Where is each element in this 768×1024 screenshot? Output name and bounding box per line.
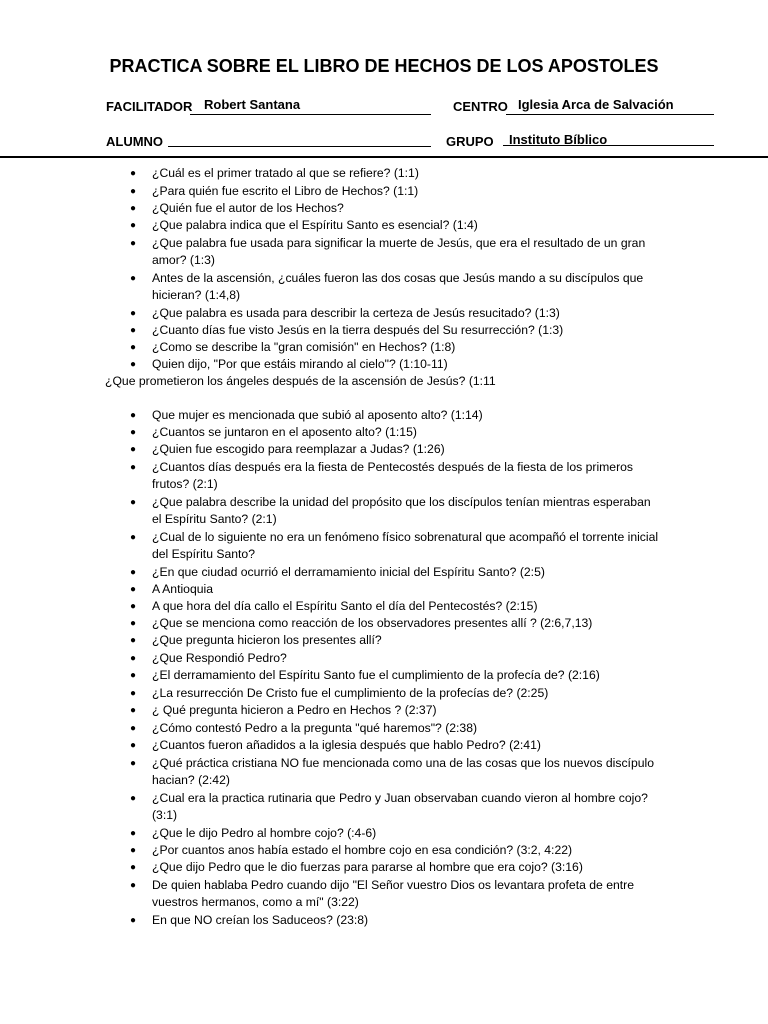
bullet-icon: ● bbox=[130, 601, 137, 612]
bullet-icon: ● bbox=[130, 740, 137, 751]
question-text: ¿Cual de lo siguiente no era un fenómeno físico sobrenatural que acompañó el torrente inicial del Espíritu Santo? bbox=[152, 530, 659, 562]
question-item bbox=[130, 667, 662, 684]
question-item bbox=[130, 650, 662, 667]
question-item bbox=[130, 441, 662, 458]
question-item bbox=[130, 200, 662, 217]
question-text: ¿La resurrección De Cristo fue el cumplimiento de la profecías de? (2:25) bbox=[152, 686, 549, 700]
question-item bbox=[130, 407, 662, 424]
bullet-icon: ● bbox=[130, 635, 137, 646]
question-item bbox=[130, 424, 662, 441]
question-text: ¿Cuantos días después era la fiesta de Pentecostés después de la fiesta de los primeros frutos? (2:1) bbox=[152, 460, 634, 492]
question-text: ¿Que se menciona como reacción de los observadores presentes allí ? (2:6,7,13) bbox=[152, 616, 593, 630]
question-text: ¿Que pregunta hicieron los presentes allí? bbox=[152, 633, 382, 647]
question-text: ¿Que dijo Pedro que le dio fuerzas para pararse al hombre que era cojo? (3:16) bbox=[152, 860, 583, 874]
question-item bbox=[130, 912, 662, 929]
question-item bbox=[130, 842, 662, 859]
question-item bbox=[130, 235, 662, 270]
bullet-icon: ● bbox=[130, 462, 137, 473]
bullet-icon: ● bbox=[130, 705, 137, 716]
question-item bbox=[130, 825, 662, 842]
question-text: ¿Que palabra describe la unidad del propósito que los discípulos tenían mientras esperaban el Espíritu Santo? (2:1) bbox=[152, 495, 651, 527]
question-text: ¿Quién fue el autor de los Hechos? bbox=[152, 201, 344, 215]
question-item bbox=[130, 322, 662, 339]
centro-label: CENTRO bbox=[453, 99, 508, 114]
question-text: A Antioquia bbox=[152, 582, 213, 596]
question-item bbox=[130, 755, 662, 790]
question-item bbox=[130, 877, 662, 912]
question-text: Antes de la ascensión, ¿cuáles fueron las dos cosas que Jesús mando a su discípulos que hicieran? (1:4,8) bbox=[152, 271, 644, 303]
bullet-icon: ● bbox=[130, 567, 137, 578]
bullet-icon: ● bbox=[130, 186, 137, 197]
alumno-label: ALUMNO bbox=[106, 134, 164, 149]
question-item bbox=[130, 790, 662, 825]
bullet-icon: ● bbox=[130, 238, 137, 249]
bullet-icon: ● bbox=[130, 532, 137, 543]
question-item bbox=[130, 339, 662, 356]
question-item bbox=[130, 615, 662, 632]
question-text: Quien dijo, "Por que estáis mirando al cielo"? (1:10-11) bbox=[152, 357, 448, 371]
bullet-icon: ● bbox=[130, 584, 137, 595]
page-title: PRACTICA SOBRE EL LIBRO DE HECHOS DE LOS APOSTOLES bbox=[109, 56, 659, 76]
question-text: ¿Que palabra es usada para describir la certeza de Jesús resucitado? (1:3) bbox=[152, 306, 560, 320]
bullet-icon: ● bbox=[130, 427, 137, 438]
question-text: ¿Que palabra fue usada para significar la muerte de Jesús, que era el resultado de un gran amor? (1:3) bbox=[152, 236, 646, 268]
bullet-icon: ● bbox=[130, 653, 137, 664]
bullet-icon: ● bbox=[130, 273, 137, 284]
question-text: De quien hablaba Pedro cuando dijo "El Señor vuestro Dios os levantara profeta de entre vuestros hermanos, como a mí" (3:22) bbox=[152, 878, 634, 910]
question-text: ¿El derramamiento del Espíritu Santo fue el cumplimiento de la profecía de? (2:16) bbox=[152, 668, 600, 682]
bullet-icon: ● bbox=[130, 880, 137, 891]
question-item bbox=[130, 305, 662, 322]
question-text: ¿Que le dijo Pedro al hombre cojo? (:4-6) bbox=[152, 826, 377, 840]
bullet-icon: ● bbox=[130, 688, 137, 699]
grupo-label: GRUPO bbox=[446, 134, 494, 149]
bullet-icon: ● bbox=[130, 168, 137, 179]
header-divider bbox=[0, 156, 768, 158]
bullet-icon: ● bbox=[130, 220, 137, 231]
question-item bbox=[130, 183, 662, 200]
grupo-field[interactable] bbox=[503, 129, 714, 146]
question-text: ¿Cual era la practica rutinaria que Pedro y Juan observaban cuando vieron al hombre cojo? (3:1) bbox=[152, 791, 648, 823]
bullet-icon: ● bbox=[130, 845, 137, 856]
question-item bbox=[130, 270, 662, 305]
question-item bbox=[130, 356, 662, 373]
centro-value: Iglesia Arca de Salvación bbox=[518, 97, 674, 112]
question-item bbox=[130, 702, 662, 719]
grupo-value: Instituto Bíblico bbox=[509, 132, 608, 147]
question-text: ¿ Qué pregunta hicieron a Pedro en Hechos ? (2:37) bbox=[152, 703, 437, 717]
question-item bbox=[130, 598, 662, 615]
question-text: A que hora del día callo el Espíritu Santo el día del Pentecostés? (2:15) bbox=[152, 599, 538, 613]
question-item bbox=[130, 720, 662, 737]
bullet-icon: ● bbox=[130, 828, 137, 839]
question-text: En que NO creían los Saduceos? (23:8) bbox=[152, 913, 369, 927]
question-item bbox=[130, 529, 662, 564]
facilitador-field[interactable] bbox=[190, 98, 431, 115]
bullet-icon: ● bbox=[130, 308, 137, 319]
question-item bbox=[130, 494, 662, 529]
question-text: ¿Cuantos fueron añadidos a la iglesia después que hablo Pedro? (2:41) bbox=[152, 738, 541, 752]
question-item bbox=[130, 685, 662, 702]
bullet-icon: ● bbox=[130, 359, 137, 370]
bullet-icon: ● bbox=[130, 758, 137, 769]
question-item bbox=[130, 459, 662, 494]
alumno-field[interactable] bbox=[168, 130, 431, 147]
bullet-icon: ● bbox=[130, 618, 137, 629]
centro-field[interactable] bbox=[506, 98, 714, 115]
question-item bbox=[130, 581, 662, 598]
bullet-icon: ● bbox=[130, 670, 137, 681]
bullet-icon: ● bbox=[130, 325, 137, 336]
question-item bbox=[130, 165, 662, 182]
question-text: ¿Cómo contestó Pedro a la pregunta "qué haremos"? (2:38) bbox=[152, 721, 478, 735]
bullet-icon: ● bbox=[130, 444, 137, 455]
question-item bbox=[130, 859, 662, 876]
bullet-icon: ● bbox=[130, 793, 137, 804]
question-text: ¿Que Respondió Pedro? bbox=[152, 651, 287, 665]
bullet-icon: ● bbox=[130, 915, 137, 926]
question-item bbox=[130, 217, 662, 234]
question-text: ¿Que palabra indica que el Espíritu Santo es esencial? (1:4) bbox=[152, 218, 478, 232]
bullet-icon: ● bbox=[130, 342, 137, 353]
bullet-icon: ● bbox=[130, 203, 137, 214]
question-text: ¿Cuantos se juntaron en el aposento alto? (1:15) bbox=[152, 425, 417, 439]
bullet-icon: ● bbox=[130, 862, 137, 873]
question-text: ¿Cuál es el primer tratado al que se refiere? (1:1) bbox=[152, 166, 419, 180]
facilitador-label: FACILITADOR bbox=[106, 99, 193, 114]
bullet-icon: ● bbox=[130, 723, 137, 734]
question-text: ¿Qué práctica cristiana NO fue mencionada como una de las cosas que los nuevos discípulo hacian? (2:42) bbox=[152, 756, 654, 788]
question-text: ¿Por cuantos anos había estado el hombre cojo en esa condición? (3:2, 4:22) bbox=[152, 843, 573, 857]
question-text: ¿Para quién fue escrito el Libro de Hechos? (1:1) bbox=[152, 184, 419, 198]
facilitador-value: Robert Santana bbox=[204, 97, 301, 112]
question-text: ¿Cuanto días fue visto Jesús en la tierra después del Su resurrección? (1:3) bbox=[152, 323, 564, 337]
bullet-icon: ● bbox=[130, 410, 137, 421]
question-text: Que mujer es mencionada que subió al aposento alto? (1:14) bbox=[152, 408, 483, 422]
bullet-icon: ● bbox=[130, 497, 137, 508]
question-item bbox=[130, 737, 662, 754]
question-text: ¿Quien fue escogido para reemplazar a Judas? (1:26) bbox=[152, 442, 445, 456]
question-text: ¿En que ciudad ocurrió el derramamiento inicial del Espíritu Santo? (2:5) bbox=[152, 565, 545, 579]
question-item bbox=[130, 564, 662, 581]
question-item bbox=[130, 632, 662, 649]
plain-question: ¿Que prometieron los ángeles después de la ascensión de Jesús? (1:11 bbox=[105, 374, 496, 388]
question-text: ¿Como se describe la "gran comisión" en Hechos? (1:8) bbox=[152, 340, 456, 354]
